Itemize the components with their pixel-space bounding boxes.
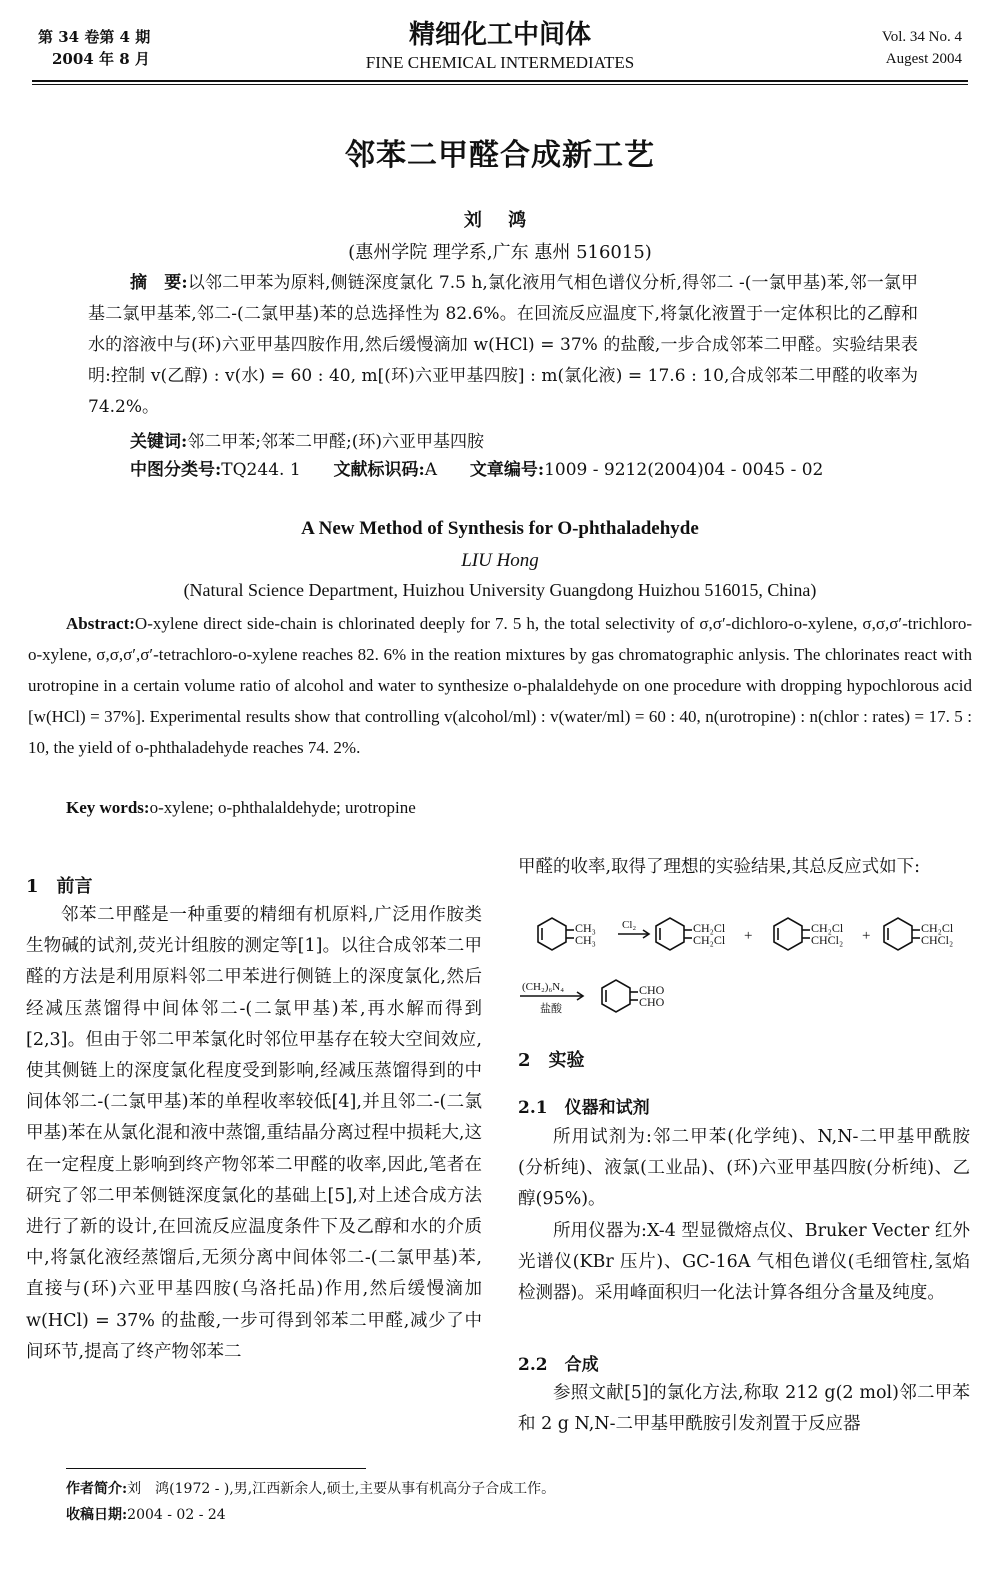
- header-right: [882, 26, 962, 70]
- product-2-group: CHCl₂: [811, 933, 844, 947]
- header-center: [0, 18, 1000, 74]
- abstract-en: [28, 608, 972, 763]
- reagent-cl2: Cl₂: [622, 919, 637, 931]
- product-1-group: CH₂Cl: [693, 933, 726, 947]
- section-2-2-body: [518, 1378, 970, 1440]
- product-3-group: CHCl₂: [921, 933, 954, 947]
- section-1-heading: 1 前言: [26, 876, 93, 897]
- section-2-2-paragraph: 参照文献[5]的氯化方法,称取 212 g(2 mol)邻二甲苯和 2 g N,N-二甲基甲酰胺引发剂置于反应器: [518, 1383, 970, 1435]
- abstract-cn-label: 摘 要:: [130, 273, 188, 293]
- received-date-label: 收稿日期:: [66, 1507, 128, 1523]
- section-2-1-heading: 2.1 仪器和试剂: [518, 1098, 650, 1118]
- keywords-cn: [130, 428, 484, 456]
- header-rule: [32, 80, 968, 82]
- author-bio: [66, 1478, 555, 1500]
- english-title: A New Method of Synthesis for O-phthaladehyde: [301, 518, 699, 539]
- substituent-ch3: CH₃: [575, 933, 596, 947]
- footnote-rule: [66, 1468, 366, 1469]
- reagent-hcl: 盐酸: [540, 1003, 562, 1015]
- final-product-group: CHO: [639, 983, 665, 997]
- abstract-en-text: O-xylene direct side-chain is chlorinated deeply for 7. 5 h, the total selectivity of σ,σ′-dichloro-o-xylene, σ,σ,σ′-trichloro-o-xylene, σ,σ,σ′,σ′-tetrachloro-o-xylene reaches 82. 6% in the reation mixtures by gas chromatographic anlysis. The chlorinates react with urotropine in a certain volume ratio of alcohol and water to synthesize o-phalaldehyde on one procedure with dropping hypochlorous acid [w(HCl) = 37%]. Experimental results show that controlling v(alcohol/ml) : v(water/ml) = 60 : 40, n(urotropine) : n(chlor : rates) = 17. 5 : 10, the yield of o-phthaladehyde reaches 74. 2%.: [28, 614, 972, 757]
- article-no-value: 1009 - 9212(2004)04 - 0045 - 02: [544, 460, 824, 480]
- date-cn: 2004 年 8 月: [52, 50, 150, 68]
- final-product-group: CHO: [639, 995, 665, 1009]
- section-1-continuation: [518, 852, 970, 883]
- author-bio-label: 作者简介:: [66, 1481, 128, 1497]
- clc-label: 中图分类号:: [130, 460, 222, 480]
- received-date-value: 2004 - 02 - 24: [127, 1507, 226, 1523]
- journal-name-en: FINE CHEMICAL INTERMEDIATES: [365, 53, 635, 72]
- volume-en: Vol. 34 No. 4: [881, 29, 962, 45]
- abstract-cn-text: 以邻二甲苯为原料,侧链深度氯化 7.5 h,氯化液用气相色谱仪分析,得邻二 -(一氯甲基)苯,邻一氯甲基二氯甲基苯,邻二-(二氯甲基)苯的总选择性为 82.6%。在回流反应温度下,将氯化液置于一定体积比的乙醇和水的溶液中与(环)六亚甲基四胺作用,然后缓慢滴加 w(HCl) = 37% 的盐酸,一步合成邻苯二甲醛。实验结果表明:控制 v(乙醇) : v(水) = 60 : 40, m[(环)六亚甲基四胺] : m(氯化液) = 17.6 : 10,合成邻苯二甲醛的收率为 74.2%。: [88, 273, 918, 417]
- classification-line: [130, 456, 823, 484]
- doc-code-label: 文献标识码:: [333, 460, 425, 480]
- section-2-1-instruments: 所用仪器为:X-4 型显微熔点仪、Bruker Vecter 红外光谱仪(KBr 压片)、GC-16A 气相色谱仪(毛细管柱,氢焰检测器)。采用峰面积归一化法计算各组分含量及纯度。: [518, 1220, 970, 1304]
- abstract-cn: [88, 268, 918, 423]
- plus-sign: +: [862, 928, 871, 944]
- author-bio-text: 刘 鸿(1972 - ),男,江西新余人,硕士,主要从事有机高分子合成工作。: [127, 1481, 556, 1497]
- keywords-cn-label: 关键词:: [130, 432, 188, 452]
- section-1-body: [26, 900, 482, 1368]
- doc-code-value: A: [424, 460, 438, 480]
- clc-value: TQ244. 1: [221, 460, 301, 480]
- affiliation: (惠州学院 理学系,广东 惠州 516015): [348, 242, 652, 263]
- keywords-en-text: o-xylene; o-phthalaldehyde; urotropine: [149, 798, 416, 817]
- substituent-ch3: CH₃: [575, 921, 596, 935]
- section-2-2-heading: 2.2 合成: [518, 1355, 599, 1375]
- abstract-en-label: Abstract:: [66, 614, 135, 633]
- product-3-group: CH₂Cl: [921, 921, 954, 935]
- article-no-label: 文章编号:: [469, 460, 545, 480]
- plus-sign: +: [744, 928, 753, 944]
- received-date: [66, 1504, 226, 1526]
- section-1-continuation-text: 甲醛的收率,取得了理想的实验结果,其总反应式如下:: [518, 857, 921, 877]
- keywords-en-label: Key words:: [66, 798, 150, 817]
- header-rule-thin: [32, 84, 968, 85]
- author: 刘 鸿: [463, 210, 537, 231]
- journal-name-cn: 精细化工中间体: [408, 20, 591, 50]
- product-1-group: CH₂Cl: [693, 921, 726, 935]
- english-affiliation: (Natural Science Department, Huizhou University Guangdong Huizhou 516015, China): [183, 580, 817, 600]
- product-2-group: CH₂Cl: [811, 921, 844, 935]
- section-2-1-reagents: 所用试剂为:邻二甲苯(化学纯)、N,N-二甲基甲酰胺(分析纯)、液氯(工业品)、(环)六亚甲基四胺(分析纯)、乙醇(95%)。: [518, 1127, 970, 1210]
- english-author: LIU Hong: [461, 550, 539, 571]
- keywords-en: [66, 794, 416, 822]
- keywords-cn-text: 邻二甲苯;邻苯二甲醛;(环)六亚甲基四胺: [187, 432, 485, 452]
- reagent-urotropine: (CH₂)₆N₄: [522, 981, 565, 993]
- date-en: Augest 2004: [885, 51, 962, 67]
- volume-cn: 第 34 卷第 4 期: [38, 28, 151, 46]
- section-1-paragraph: 邻苯二甲醛是一种重要的精细有机原料,广泛用作胺类生物碱的试剂,荧光计组胺的测定等[1]。以往合成邻苯二甲醛的方法是利用原料邻二甲苯进行侧链上的深度氯化,然后经减压蒸馏得中间体邻二-(二氯甲基)苯,再水解而得到[2,3]。但由于邻二甲苯氯化时邻位甲基存在较大空间效应,使其侧链上的深度氯化程度受到影响,经减压蒸馏得到的中间体邻二-(二氯甲基)苯的单程收率较低[4],并且邻二-(二氯甲基)苯在从氯化混和液中蒸馏,重结晶分离过程中损耗大,这在一定程度上影响到终产物邻苯二甲醛的收率,因此,笔者在研究了邻二甲苯侧链深度氯化的基础上[5],对上述合成方法进行了新的设计,在回流反应温度条件下及乙醇和水的介质中,将氯化液经蒸馏后,无须分离中间体邻二-(二氯甲基)苯,直接与(环)六亚甲基四胺(乌洛托品)作用,然后缓慢滴加 w(HCl) = 37% 的盐酸,一步可得到邻苯二甲醛,减少了中间环节,提高了终产物邻苯二: [26, 905, 482, 1362]
- section-2-heading: 2 实验: [518, 1050, 585, 1071]
- reaction-scheme: [518, 910, 970, 1030]
- section-2-1-body: [518, 1122, 970, 1309]
- paper-title: 邻苯二甲醛合成新工艺: [345, 138, 655, 173]
